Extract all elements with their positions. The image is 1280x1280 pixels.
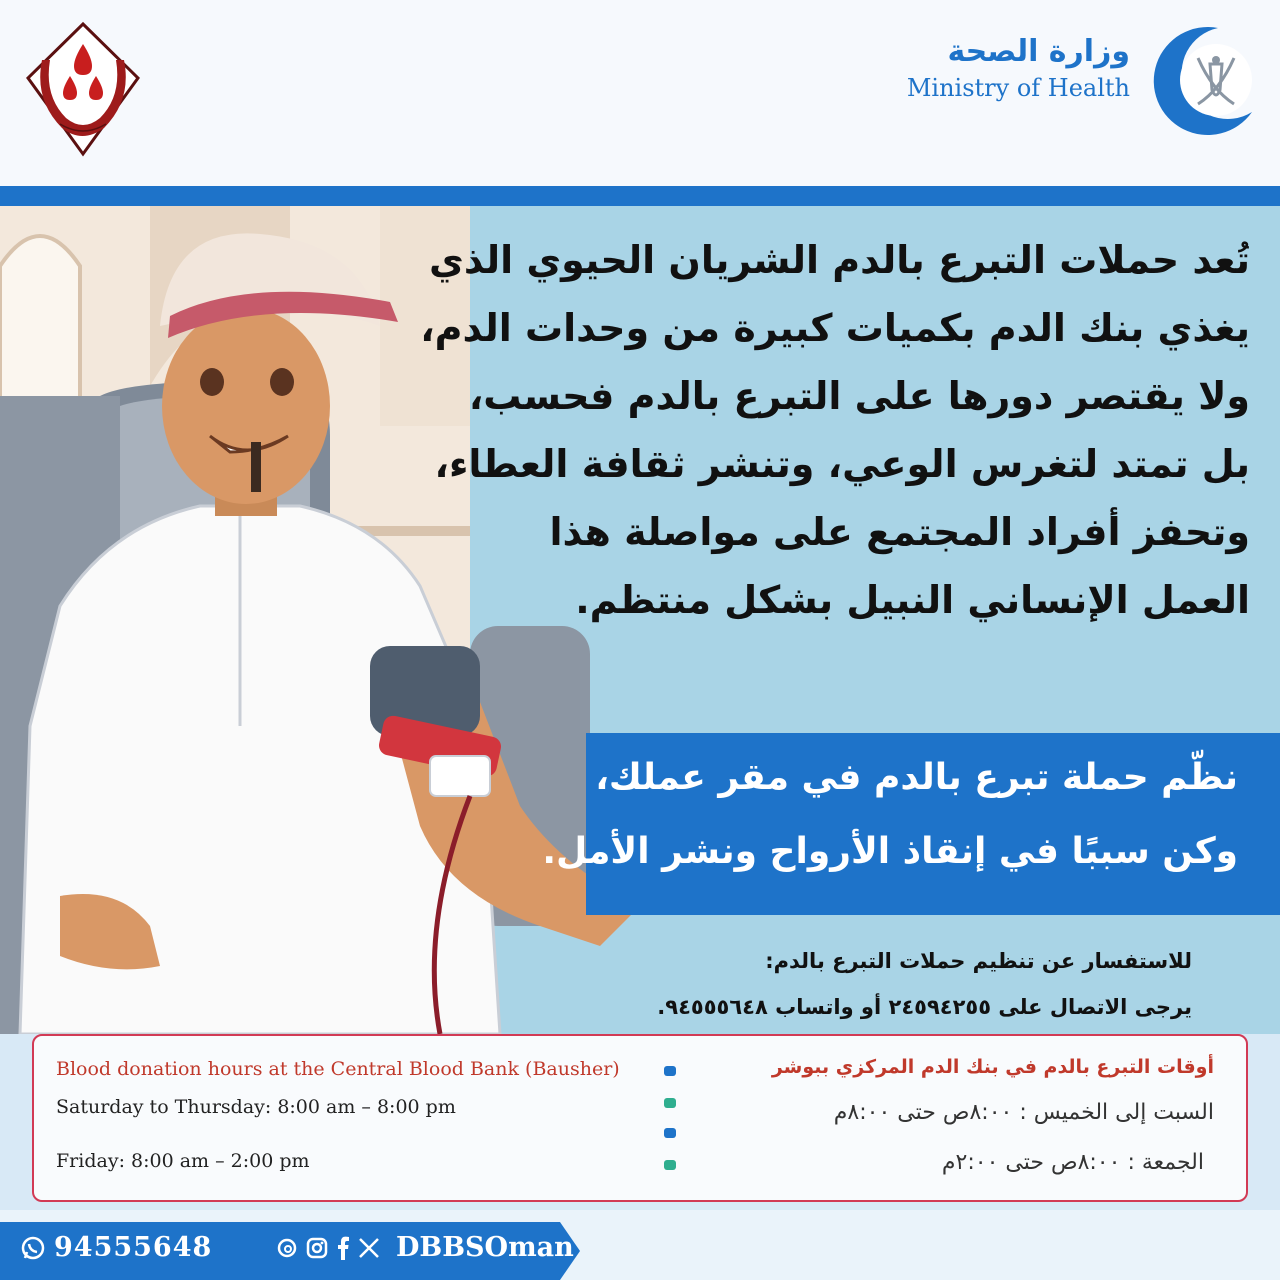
- ministry-name-english: Ministry of Health: [906, 74, 1130, 102]
- call-to-action-band: [542, 733, 1280, 915]
- intro-line: العمل الإنساني النبيل بشكل منتظم.: [575, 578, 1250, 622]
- instagram-icon[interactable]: [306, 1237, 328, 1259]
- cta-line-2: وكن سببًا في إنقاذ الأرواح ونشر الأمل.: [542, 831, 1238, 872]
- facebook-icon[interactable]: [336, 1236, 350, 1260]
- inquiry-line-2: يرجى الاتصال على ٢٤٥٩٤٢٥٥ أو واتساب ٩٤٥٥٥٦٤٨.: [657, 995, 1192, 1019]
- inquiry-line-1: للاستفسار عن تنظيم حملات التبرع بالدم:: [765, 949, 1192, 973]
- social-handle: DBBSOman: [396, 1232, 574, 1263]
- intro-line: ولا يقتصر دورها على التبرع بالدم فحسب،: [468, 374, 1250, 418]
- whatsapp-icon: [20, 1235, 46, 1261]
- inquiry-contact: [640, 938, 1192, 1030]
- hours-arabic-weekdays: السبت إلى الخميس : ٨:٠٠ص حتى ٨:٠٠م: [833, 1100, 1214, 1125]
- divider-bar: [0, 186, 1280, 206]
- cta-line-1: نظّم حملة تبرع بالدم في مقر عملك،: [595, 757, 1238, 798]
- intro-line: يغذي بنك الدم بكميات كبيرة من وحدات الدم،: [420, 306, 1250, 350]
- hours-arabic-friday: الجمعة : ٨:٠٠ص حتى ٢:٠٠م: [941, 1150, 1204, 1175]
- social-links: [276, 1232, 574, 1263]
- whatsapp-contact[interactable]: [20, 1232, 212, 1263]
- intro-line: بل تمتد لتغرس الوعي، وتنشر ثقافة العطاء،: [434, 442, 1250, 486]
- hours-english-title: Blood donation hours at the Central Blood Bank (Bausher): [56, 1058, 620, 1080]
- intro-paragraph: [420, 226, 1250, 634]
- intro-line: تُعد حملات التبرع بالدم الشريان الحيوي الذي: [429, 238, 1250, 282]
- x-twitter-icon[interactable]: [358, 1237, 380, 1259]
- whatsapp-number: 94555648: [54, 1232, 213, 1263]
- blood-bank-logo: [22, 20, 144, 158]
- ministry-name-arabic: وزارة الصحة: [947, 34, 1130, 69]
- main-panel: [0, 206, 1280, 1034]
- bullet-dot: [664, 1066, 676, 1076]
- hours-english-weekdays: Saturday to Thursday: 8:00 am – 8:00 pm: [56, 1096, 456, 1118]
- hours-english-friday: Friday: 8:00 am – 2:00 pm: [56, 1150, 310, 1172]
- bullet-dot: [664, 1128, 676, 1138]
- threads-icon[interactable]: [276, 1236, 298, 1260]
- bullet-dot: [664, 1098, 676, 1108]
- bullet-dot: [664, 1160, 676, 1170]
- intro-line: وتحفز أفراد المجتمع على مواصلة هذا: [549, 510, 1250, 554]
- hours-arabic-title: أوقات التبرع بالدم في بنك الدم المركزي ببوشر: [771, 1056, 1214, 1078]
- ministry-emblem-icon: [1142, 20, 1262, 140]
